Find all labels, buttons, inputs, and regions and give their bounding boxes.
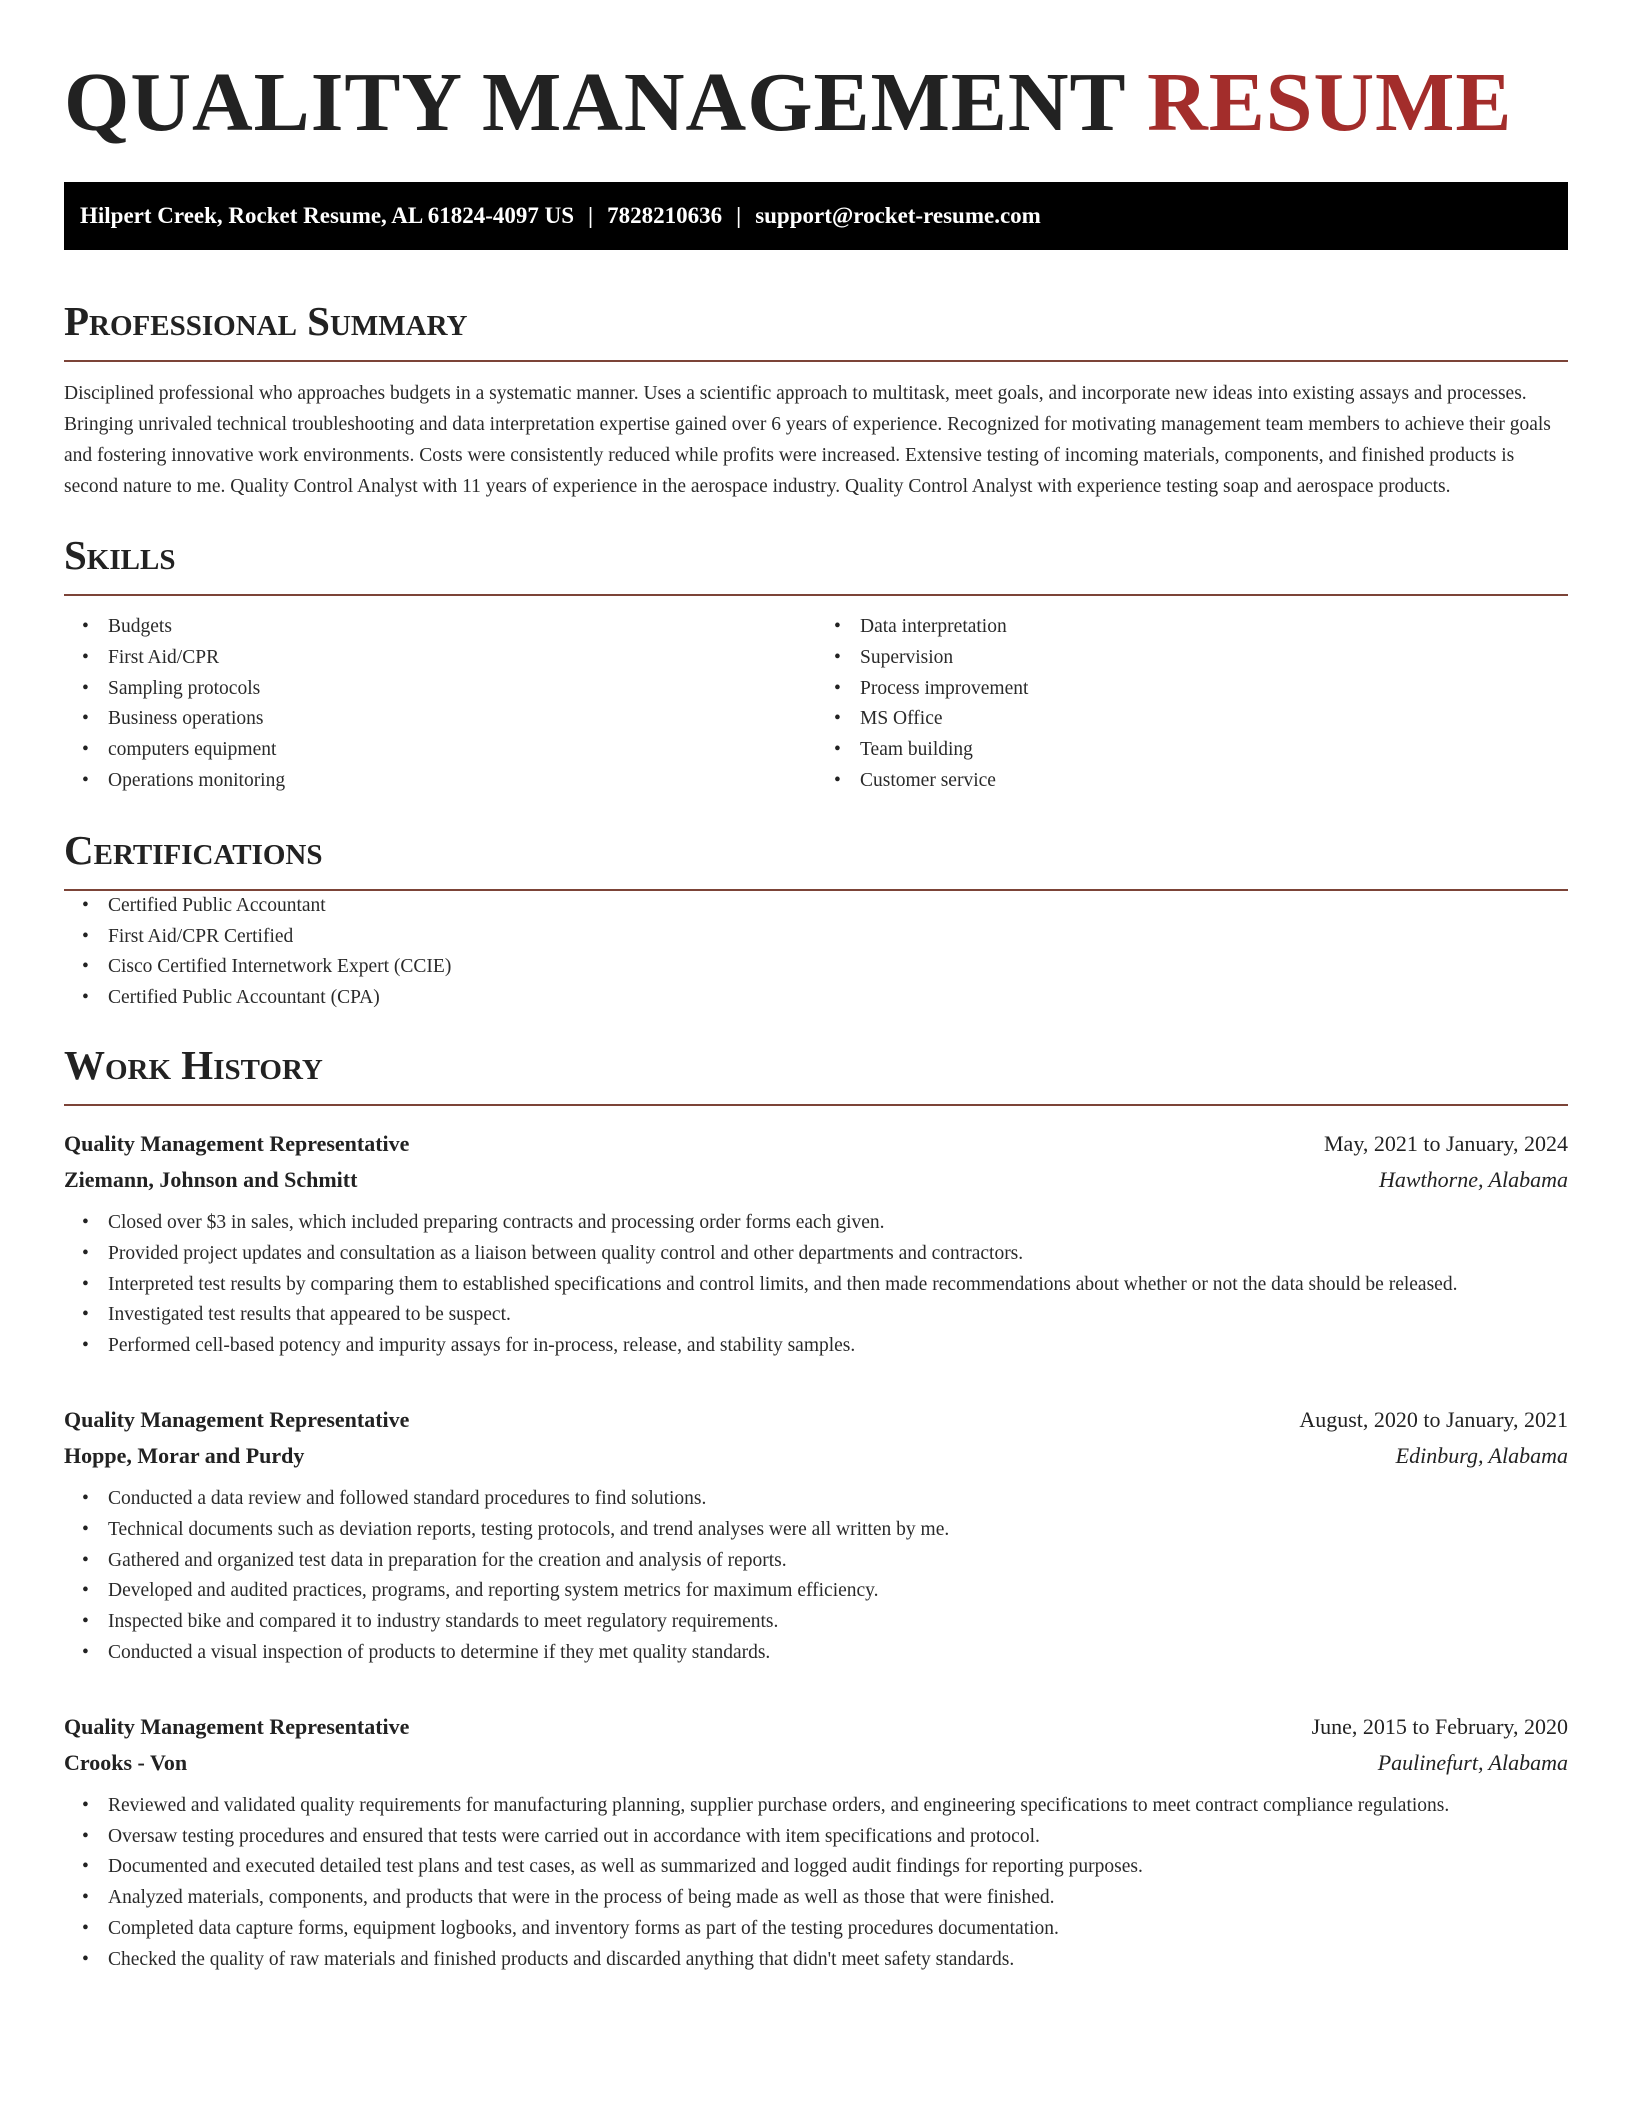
job-duty: • Documented and executed detailed test plans and test cases, as well as summarized and logged audit findings for reporting purposes. — [108, 1852, 1568, 1883]
job-duty: • Analyzed materials, components, and products that were in the process of being made as well as those that were finished. — [108, 1883, 1568, 1914]
job-duty: • Completed data capture forms, equipment logbooks, and inventory forms as part of the testing procedures documentation. — [108, 1914, 1568, 1945]
skill-item: • Process improvement — [860, 674, 1568, 705]
contact-bar — [64, 182, 1568, 250]
skills-column-right — [816, 612, 1568, 797]
certifications-heading: Certifications — [64, 825, 1568, 891]
job-duty: • Reviewed and validated quality requirements for manufacturing planning, supplier purchase orders, and engineering specifications to meet contract compliance regulations. — [108, 1791, 1568, 1822]
skill-item: • Sampling protocols — [108, 674, 816, 705]
certifications-list — [64, 891, 1568, 1014]
skill-item: • Team building — [860, 735, 1568, 766]
job-entry — [64, 1709, 1568, 1976]
job-duty: • Performed cell-based potency and impurity assays for in-process, release, and stability samples. — [108, 1331, 1568, 1362]
contact-separator: | — [588, 203, 594, 228]
skill-item: • Supervision — [860, 643, 1568, 674]
job-location: Edinburg, Alabama — [1395, 1442, 1568, 1468]
job-duty: • Inspected bike and compared it to industry standards to meet regulatory requirements. — [108, 1607, 1568, 1638]
job-duty: • Conducted a visual inspection of products to determine if they met quality standards. — [108, 1638, 1568, 1669]
job-company: Ziemann, Johnson and Schmitt — [64, 1166, 358, 1192]
job-entry — [64, 1126, 1568, 1362]
work-history-heading: Work History — [64, 1040, 1568, 1106]
job-duty: • Investigated test results that appeared to be suspect. — [108, 1300, 1568, 1331]
job-duty: • Technical documents such as deviation reports, testing protocols, and trend analyses were all written by me. — [108, 1515, 1568, 1546]
job-duty: • Provided project updates and consultation as a liaison between quality control and other departments and contractors. — [108, 1239, 1568, 1270]
job-company-row — [64, 1745, 1568, 1781]
job-dates: June, 2015 to February, 2020 — [1311, 1713, 1568, 1739]
certification-item: • First Aid/CPR Certified — [108, 922, 1568, 953]
skill-item: • Business operations — [108, 704, 816, 735]
skill-item: • Operations monitoring — [108, 766, 816, 797]
job-duty: • Closed over $3 in sales, which included preparing contracts and processing order forms each given. — [108, 1208, 1568, 1239]
certification-item: • Cisco Certified Internetwork Expert (CCIE) — [108, 952, 1568, 983]
skill-item: • Budgets — [108, 612, 816, 643]
job-dates: August, 2020 to January, 2021 — [1299, 1406, 1568, 1432]
job-company: Crooks - Von — [64, 1749, 188, 1775]
contact-email: support@rocket-resume.com — [755, 203, 1041, 228]
job-duty: • Interpreted test results by comparing them to established specifications and control limits, and then made recommendations about whether or not the data should be released. — [108, 1270, 1568, 1301]
job-header-row — [64, 1126, 1568, 1162]
skill-item: • First Aid/CPR — [108, 643, 816, 674]
job-company-row — [64, 1162, 1568, 1198]
skill-item: • computers equipment — [108, 735, 816, 766]
job-title: Quality Management Representative — [64, 1130, 410, 1156]
job-dates: May, 2021 to January, 2024 — [1324, 1130, 1568, 1156]
contact-separator: | — [736, 203, 742, 228]
job-duties-list — [64, 1484, 1568, 1669]
job-header-row — [64, 1402, 1568, 1438]
title-main: QUALITY MANAGEMENT — [64, 56, 1126, 149]
skills-grid — [64, 612, 1568, 797]
job-title: Quality Management Representative — [64, 1406, 410, 1432]
title-accent: RESUME — [1147, 56, 1513, 149]
certification-item: • Certified Public Accountant — [108, 891, 1568, 922]
job-entry — [64, 1402, 1568, 1669]
job-duties-list — [64, 1208, 1568, 1362]
job-duty: • Conducted a data review and followed standard procedures to find solutions. — [108, 1484, 1568, 1515]
skill-item: • Customer service — [860, 766, 1568, 797]
skill-item: • Data interpretation — [860, 612, 1568, 643]
contact-phone: 7828210636 — [607, 203, 723, 228]
skill-item: • MS Office — [860, 704, 1568, 735]
job-duty: • Oversaw testing procedures and ensured that tests were carried out in accordance with item specifications and protocol. — [108, 1822, 1568, 1853]
job-header-row — [64, 1709, 1568, 1745]
job-location: Hawthorne, Alabama — [1378, 1166, 1568, 1192]
skills-column-left — [64, 612, 816, 797]
job-company-row — [64, 1438, 1568, 1474]
job-duty: • Developed and audited practices, programs, and reporting system metrics for maximum efficiency. — [108, 1576, 1568, 1607]
job-company: Hoppe, Morar and Purdy — [64, 1442, 305, 1468]
job-duty: • Checked the quality of raw materials and finished products and discarded anything that didn't meet safety standards. — [108, 1945, 1568, 1976]
job-duty: • Gathered and organized test data in preparation for the creation and analysis of reports. — [108, 1546, 1568, 1577]
summary-text: Disciplined professional who approaches budgets in a systematic manner. Uses a scientific approach to multitask, meet goals, and incorporate new ideas into existing assays and processes. Bringing unrivaled technical troubleshooting and data interpretation expertise gained over 6 years of experience. Recognized for motivating management team members to achieve their goals and fostering innovative work environments. Costs were consistently reduced while profits were increased. Extensive testing of incoming materials, components, and finished products is second nature to me. Quality Control Analyst with 11 years of experience in the aerospace industry. Quality Control Analyst with experience testing soap and aerospace products. — [64, 383, 1551, 497]
contact-address: Hilpert Creek, Rocket Resume, AL 61824-4097 US — [80, 203, 575, 228]
job-duties-list — [64, 1791, 1568, 1976]
skills-heading: Skills — [64, 530, 1568, 596]
job-title: Quality Management Representative — [64, 1713, 410, 1739]
resume-title — [64, 48, 1568, 158]
certification-item: • Certified Public Accountant (CPA) — [108, 983, 1568, 1014]
job-location: Paulinefurt, Alabama — [1377, 1749, 1568, 1775]
summary-heading: Professional Summary — [64, 296, 1568, 362]
